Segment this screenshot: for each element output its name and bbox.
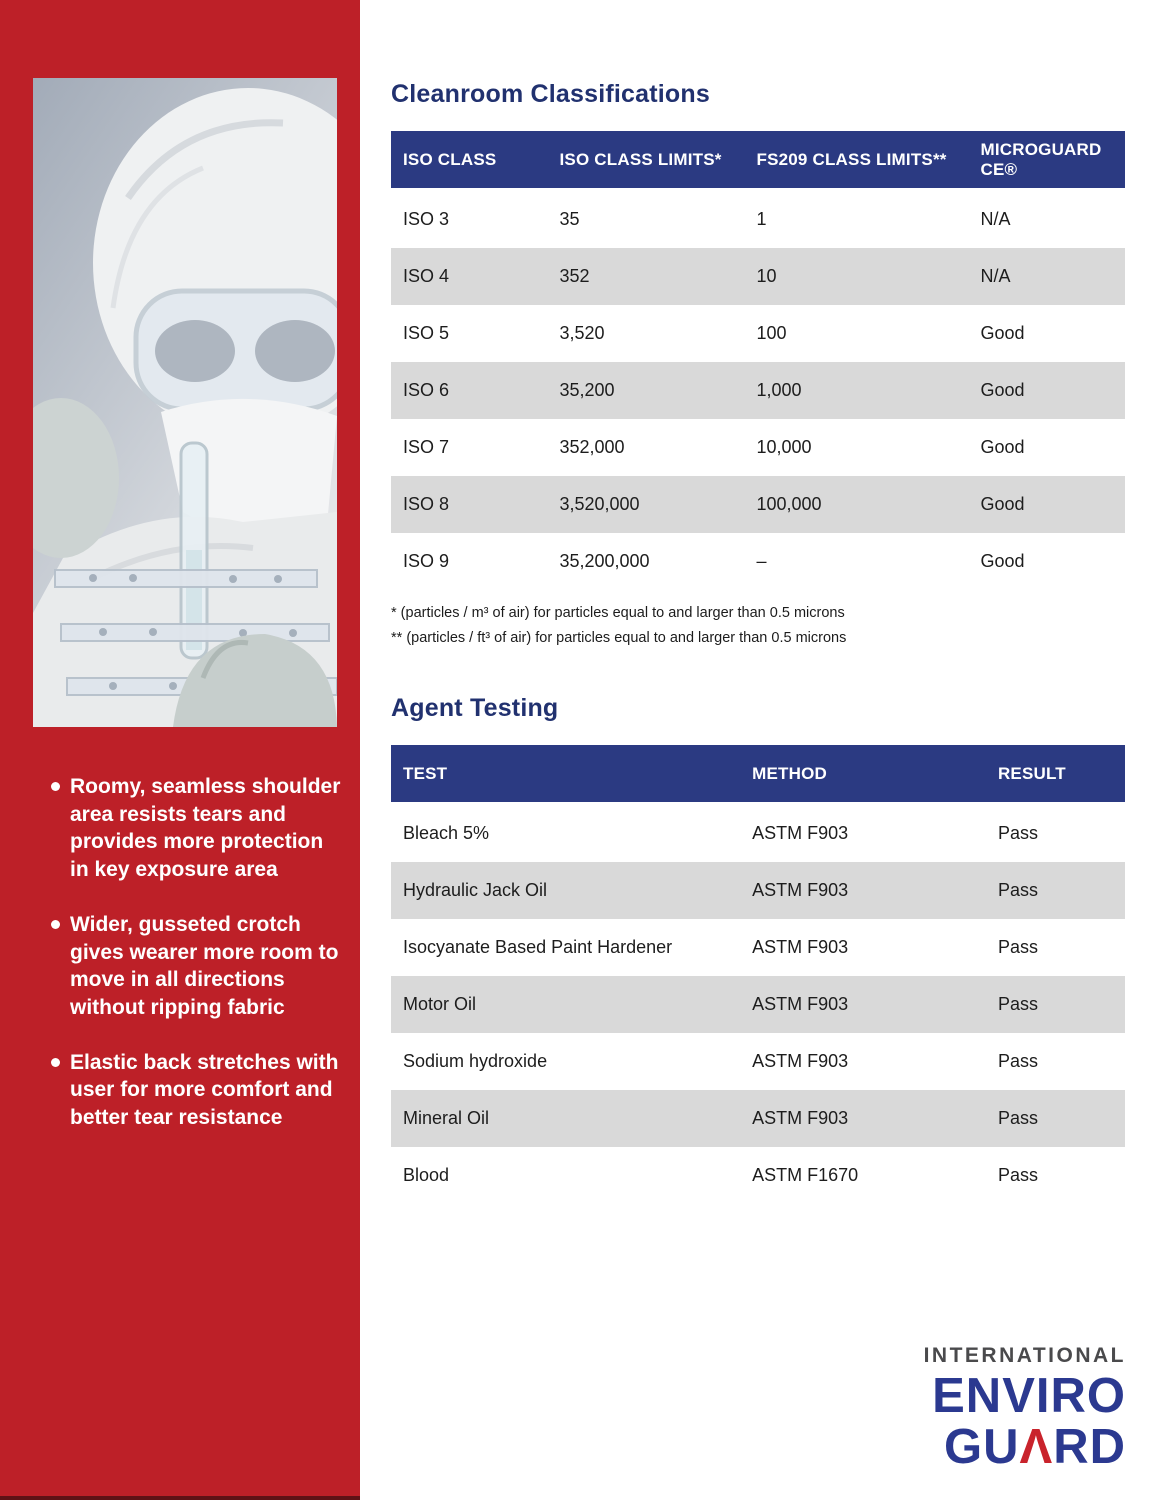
table-row [391,419,1125,476]
bullet-text: Wider, gusseted crotch gives wearer more room to move in all directions without ripping fabric [70,912,339,1020]
table-cell: Isocyanate Based Paint Hardener [403,937,673,957]
table-cell: Pass [997,1108,1038,1128]
table-cell: ASTM F903 [752,937,849,957]
table-footnotes [391,605,1125,646]
table-cell: 1 [756,209,767,229]
table-cell: ISO 9 [403,551,450,571]
table-cell: Blood [403,1165,450,1185]
cleanroom-worker-photo [33,78,337,727]
table-header [391,745,1125,804]
logo-international-text: INTERNATIONAL [923,1344,1126,1367]
table-cell: ASTM F903 [752,994,849,1014]
table-row [391,804,1125,863]
table-cell: Bleach 5% [403,823,490,843]
table-cell: Good [980,494,1025,514]
table-cell: Sodium hydroxide [403,1051,548,1071]
footnote: ** (particles / ft³ of air) for particles equal to and larger than 0.5 microns [391,630,847,646]
column-header-test: TEST [391,745,740,804]
table-cell: Pass [997,994,1038,1014]
table-cell: Pass [997,937,1038,957]
table-cell: ASTM F903 [752,880,849,900]
footnote: * (particles / m³ of air) for particles equal to and larger than 0.5 microns [391,605,845,621]
table-cell: 352,000 [559,437,625,457]
bullet-text: Elastic back stretches with user for more comfort and better tear resistance [70,1050,339,1130]
table-cell: Good [980,380,1025,400]
table-cell: ISO 4 [403,266,450,286]
table-cell: Good [980,323,1025,343]
table-cell: ISO 6 [403,380,450,400]
table-cell: 3,520,000 [559,494,640,514]
table-row [391,1090,1125,1147]
table-cell: 35,200,000 [559,551,650,571]
table-cell: 100 [756,323,787,343]
column-header-fs209-class-limits: FS209 CLASS LIMITS** [744,131,968,190]
table-cell: N/A [980,209,1011,229]
agent-testing-title: Agent Testing [391,694,559,722]
logo-red-a-glyph: Λ [1019,1420,1054,1474]
sidebar [0,0,360,1500]
table-cell: Good [980,437,1025,457]
table-cell: ISO 8 [403,494,450,514]
table-cell: – [756,551,767,571]
table-cell: Pass [997,823,1038,843]
content-area [360,0,1149,1500]
table-cell: Good [980,551,1025,571]
cleanroom-worker-illustration [33,78,337,727]
bullet-dot-icon [51,782,60,791]
table-row [391,1147,1125,1204]
table-row [391,533,1125,590]
table-cell: Hydraulic Jack Oil [403,880,548,900]
table-row [391,1033,1125,1090]
table-cell: Motor Oil [403,994,477,1014]
table-cell: ISO 5 [403,323,450,343]
logo-guard-prefix: GU [944,1420,1020,1474]
table-row [391,248,1125,305]
table-cell: ASTM F903 [752,1051,849,1071]
table-row [391,919,1125,976]
table-row [391,862,1125,919]
column-header-microguard-ce: MICROGUARD CE® [968,131,1125,190]
table-cell: Pass [997,1165,1038,1185]
table-cell: ASTM F903 [752,1108,849,1128]
table-row [391,976,1125,1033]
table-cell: 100,000 [756,494,822,514]
table-cell: Pass [997,880,1038,900]
table-cell: 10,000 [756,437,812,457]
bullet-text: Roomy, seamless shoulder area resists tears and provides more protection in key exposure area [70,775,341,882]
feature-bullet [70,773,342,884]
agent-testing-table [391,745,1125,1204]
table-cell: 10 [756,266,777,286]
table-cell: ASTM F1670 [752,1165,859,1185]
table-row [391,362,1125,419]
logo-guard-suffix: RD [1053,1420,1126,1474]
table-cell: Pass [997,1051,1038,1071]
column-header-iso-class: ISO CLASS [391,131,547,190]
table-header [391,131,1125,190]
logo-enviro-text: ENVIRO [932,1369,1126,1423]
column-header-result: RESULT [986,745,1125,804]
table-cell: ASTM F903 [752,823,849,843]
bullet-dot-icon [51,1058,60,1067]
feature-bullet [70,911,342,1022]
table-cell: 35,200 [559,380,615,400]
table-cell: N/A [980,266,1011,286]
table-row [391,305,1125,362]
table-row [391,190,1125,249]
column-header-method: METHOD [740,745,986,804]
feature-bullet-list [0,773,360,1132]
table-cell: 35 [559,209,580,229]
brand-logo [924,1345,1126,1472]
table-cell: ISO 3 [403,209,450,229]
table-cell: 1,000 [756,380,802,400]
table-cell: Mineral Oil [403,1108,490,1128]
table-cell: 352 [559,266,590,286]
table-row [391,476,1125,533]
table-cell: ISO 7 [403,437,450,457]
logo-guard-text [924,1420,1126,1474]
cleanroom-classifications-table [391,131,1125,590]
table-cell: 3,520 [559,323,605,343]
feature-bullet [70,1049,342,1132]
bullet-dot-icon [51,920,60,929]
column-header-iso-class-limits: ISO CLASS LIMITS* [547,131,744,190]
cleanroom-classifications-title: Cleanroom Classifications [391,80,710,108]
